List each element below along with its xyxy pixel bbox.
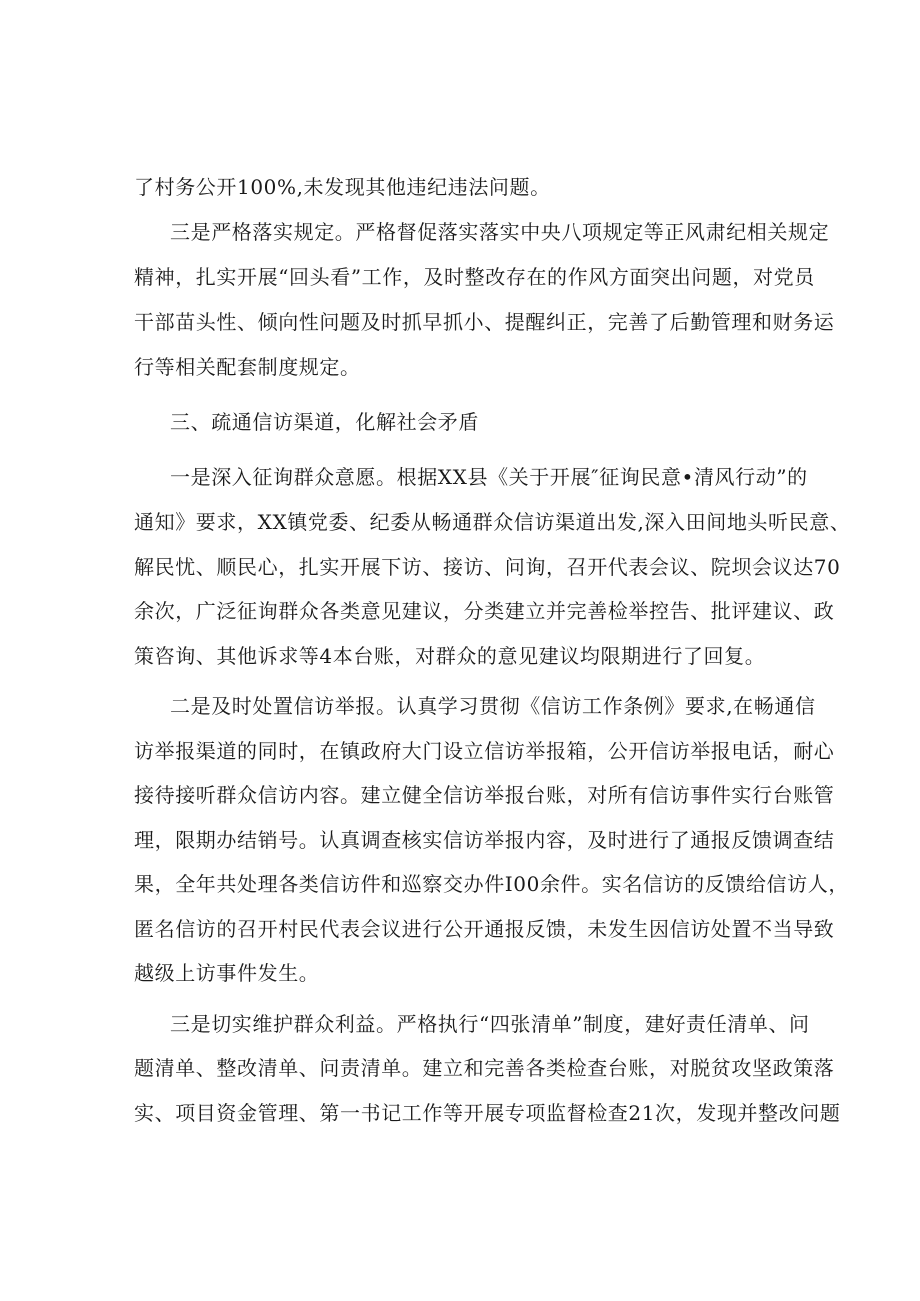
body-line: 精神，扎实开展“回头看”工作，及时整改存在的作风方面突出问题，对党员: [134, 265, 815, 289]
body-line: 匿名信访的召开村民代表会议进行公开通报反馈，未发生因信访处置不当导致: [134, 917, 835, 941]
body-line: 实、项目资金管理、第一书记工作等开展专项监督检查21次，发现并整改问题: [134, 1101, 841, 1125]
body-line: 了村务公开100%,未发现其他违纪违法问题。: [134, 175, 551, 199]
body-line: 访举报渠道的同时，在镇政府大门设立信访举报箱，公开信访举报电话，耐心: [134, 739, 835, 763]
body-line: 接待接听群众信访内容。建立健全信访举报台账，对所有信访事件实行台账管: [134, 783, 835, 807]
paragraph-first-line: 二是及时处置信访举报。认真学习贯彻《信访工作条例》要求,在畅通信: [170, 694, 816, 718]
body-line: 行等相关配套制度规定。: [134, 355, 361, 379]
body-line: 干部苗头性、倾向性问题及时抓早抓小、提醒纠正，完善了后勤管理和财务运: [134, 310, 835, 334]
body-line: 通知》要求，XX镇党委、纪委从畅通群众信访渠道出发,深入田间地头听民意、: [134, 510, 851, 534]
body-line: 越级上访事件发生。: [134, 961, 320, 985]
paragraph-first-line: 三是严格落实规定。严格督促落实落实中央八项规定等正风肃纪相关规定: [170, 220, 830, 244]
body-line: 果，全年共处理各类信访件和巡察交办件I00余件。实名信访的反馈给信访人，: [134, 872, 849, 896]
body-line: 理，限期办结销号。认真调查核实信访举报内容，及时进行了通报反馈调查结: [134, 828, 835, 852]
body-line: 余次，广泛征询群众各类意见建议，分类建立并完善检举控告、批评建议、政: [134, 599, 835, 623]
section-heading: 三、疏通信访渠道，化解社会矛盾: [170, 410, 479, 434]
body-line: 策咨询、其他诉求等4本台账，对群众的意见建议均限期进行了回复。: [134, 644, 766, 668]
body-line: 题清单、整改清单、问责清单。建立和完善各类检查台账，对脱贫攻坚政策落: [134, 1056, 835, 1080]
body-line: 解民忧、顺民心，扎实开展下访、接访、问询，召开代表会议、院坝会议达70: [134, 555, 841, 579]
paragraph-first-line: 三是切实维护群众利益。严格执行“四张清单”制度，建好责任清单、问: [170, 1012, 810, 1036]
paragraph-first-line: 一是深入征询群众意愿。根据XX县《关于开展″征询民意•清风行动”的: [170, 465, 808, 489]
